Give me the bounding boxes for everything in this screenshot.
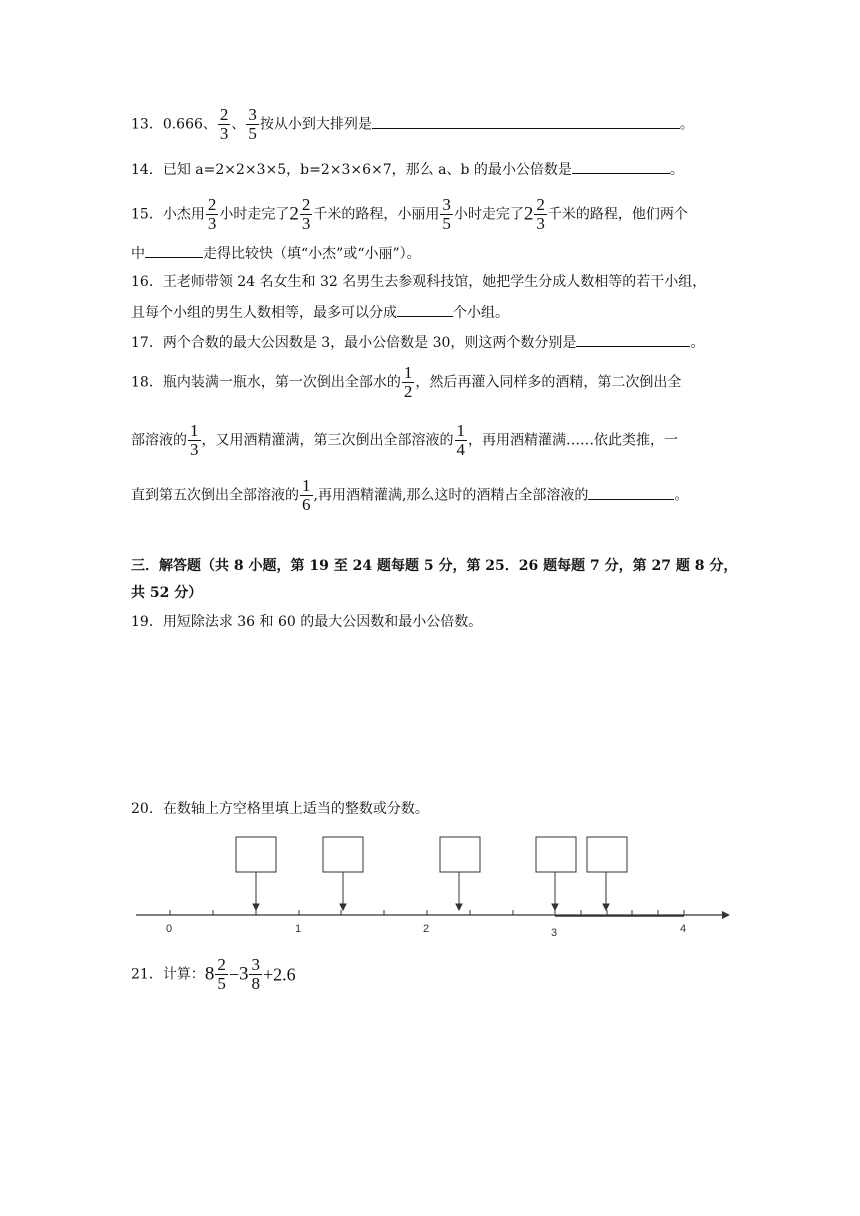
question-19: 19．用短除法求 36 和 60 的最大公因数和最小公倍数。 [131, 614, 483, 630]
section-3-heading-line2: 共 52 分） [131, 585, 203, 601]
question-21: 21．计算：8 $\frac{2}{5}$ −3 $\frac{3}{8}$ +2.6 [131, 955, 296, 993]
axis-label-2: 2 [423, 923, 430, 935]
q14-text: 14．已知 a=2×2×3×5，b=2×3×6×7，那么 a、b 的最小公倍数是 [131, 162, 572, 178]
answer-blank-14[interactable] [572, 159, 670, 174]
answer-blank-13[interactable] [372, 114, 680, 129]
number-line-diagram [0, 830, 860, 940]
question-18-line2: 部溶液的 $\frac{1}{3}$ ，又用酒精灌满，第三次倒出全部溶液的 $\frac{1}{4}$ ，再用酒精灌满……依此类推，一 [131, 421, 678, 459]
question-18-line3: 直到第五次倒出全部溶液的 $\frac{1}{6}$ ,再用酒精灌满,那么这时的酒精占全部溶液的 。 [131, 476, 689, 514]
axis-label-3: 3 [551, 927, 558, 939]
q13-text: 按从小到大排列是 [259, 116, 372, 133]
answer-box-5[interactable] [587, 837, 627, 872]
answer-blank-15[interactable] [145, 243, 203, 258]
fraction-1-2: $\frac{1}{2}$ [403, 363, 413, 401]
question-17: 17．两个合数的最大公因数是 3，最小公倍数是 30，则这两个数分别是 。 [131, 332, 704, 353]
question-16-line2: 且每个小组的男生人数相等，最多可以分成 个小组。 [131, 302, 509, 323]
fraction-2-3: $\frac{2}{3}$ [207, 195, 217, 233]
fraction-3-5: $\frac{3}{5}$ [442, 195, 451, 233]
fraction-1-6: $\frac{1}{6}$ [302, 476, 311, 514]
question-15: 15．小杰用 $\frac{2}{3}$ 小时走完了2 $\frac{2}{3}$ 千米的路程，小丽用 $\frac{3}{5}$ 小时走完了2 $\frac{2}{3}$ 千米的路程，他们两个 [131, 195, 688, 233]
mixed-fraction-2-2-3: $\frac{2}{3}$ [301, 195, 311, 233]
mixed-fraction-8-2-5: $\frac{2}{5}$ [217, 955, 226, 993]
question-14: 14．已知 a=2×2×3×5，b=2×3×6×7，那么 a、b 的最小公倍数是 。 [131, 159, 684, 180]
section-3-heading: 三．解答题（共 8 小题，第 19 至 24 题每题 5 分，第 25．26 题每题 7 分，第 27 题 8 分， [131, 558, 738, 574]
fraction-2-3: $\frac{2}{3}$ [219, 105, 229, 143]
answer-box-3[interactable] [440, 837, 480, 872]
fraction-3-5: $\frac{3}{5}$ [248, 105, 257, 143]
q13-prefix: 13．0.666、 [131, 116, 217, 133]
fraction-1-4: $\frac{1}{4}$ [456, 421, 465, 459]
question-16: 16．王老师带领 24 名女生和 32 名男生去参观科技馆，她把学生分成人数相等的若干小组， [131, 274, 707, 290]
answer-blank-16[interactable] [397, 302, 453, 317]
axis-label-1: 1 [295, 923, 302, 935]
question-18: 18．瓶内装满一瓶水，第一次倒出全部水的 $\frac{1}{2}$ ，然后再灌入同样多的酒精，第二次倒出全 [131, 363, 682, 401]
fraction-1-3: $\frac{1}{3}$ [190, 421, 199, 459]
mixed-fraction-3-3-8: $\frac{3}{8}$ [251, 955, 260, 993]
question-13: 13．0.666、 $\frac{2}{3}$ 、 $\frac{3}{5}$ 按从小到大排列是 。 [131, 105, 694, 143]
answer-box-4[interactable] [536, 837, 576, 872]
answer-box-1[interactable] [236, 837, 276, 872]
answer-blank-17[interactable] [576, 332, 690, 347]
axis-label-0: 0 [166, 923, 173, 935]
answer-blank-18[interactable] [588, 485, 674, 500]
mixed-fraction-2-2-3: $\frac{2}{3}$ [536, 195, 545, 233]
axis-label-4: 4 [680, 923, 687, 935]
axis-arrow-icon [722, 911, 730, 919]
question-15-line2: 中 走得比较快（填“小杰”或“小丽”）。 [131, 243, 421, 264]
answer-box-2[interactable] [323, 837, 363, 872]
question-20: 20．在数轴上方空格里填上适当的整数或分数。 [131, 801, 429, 817]
